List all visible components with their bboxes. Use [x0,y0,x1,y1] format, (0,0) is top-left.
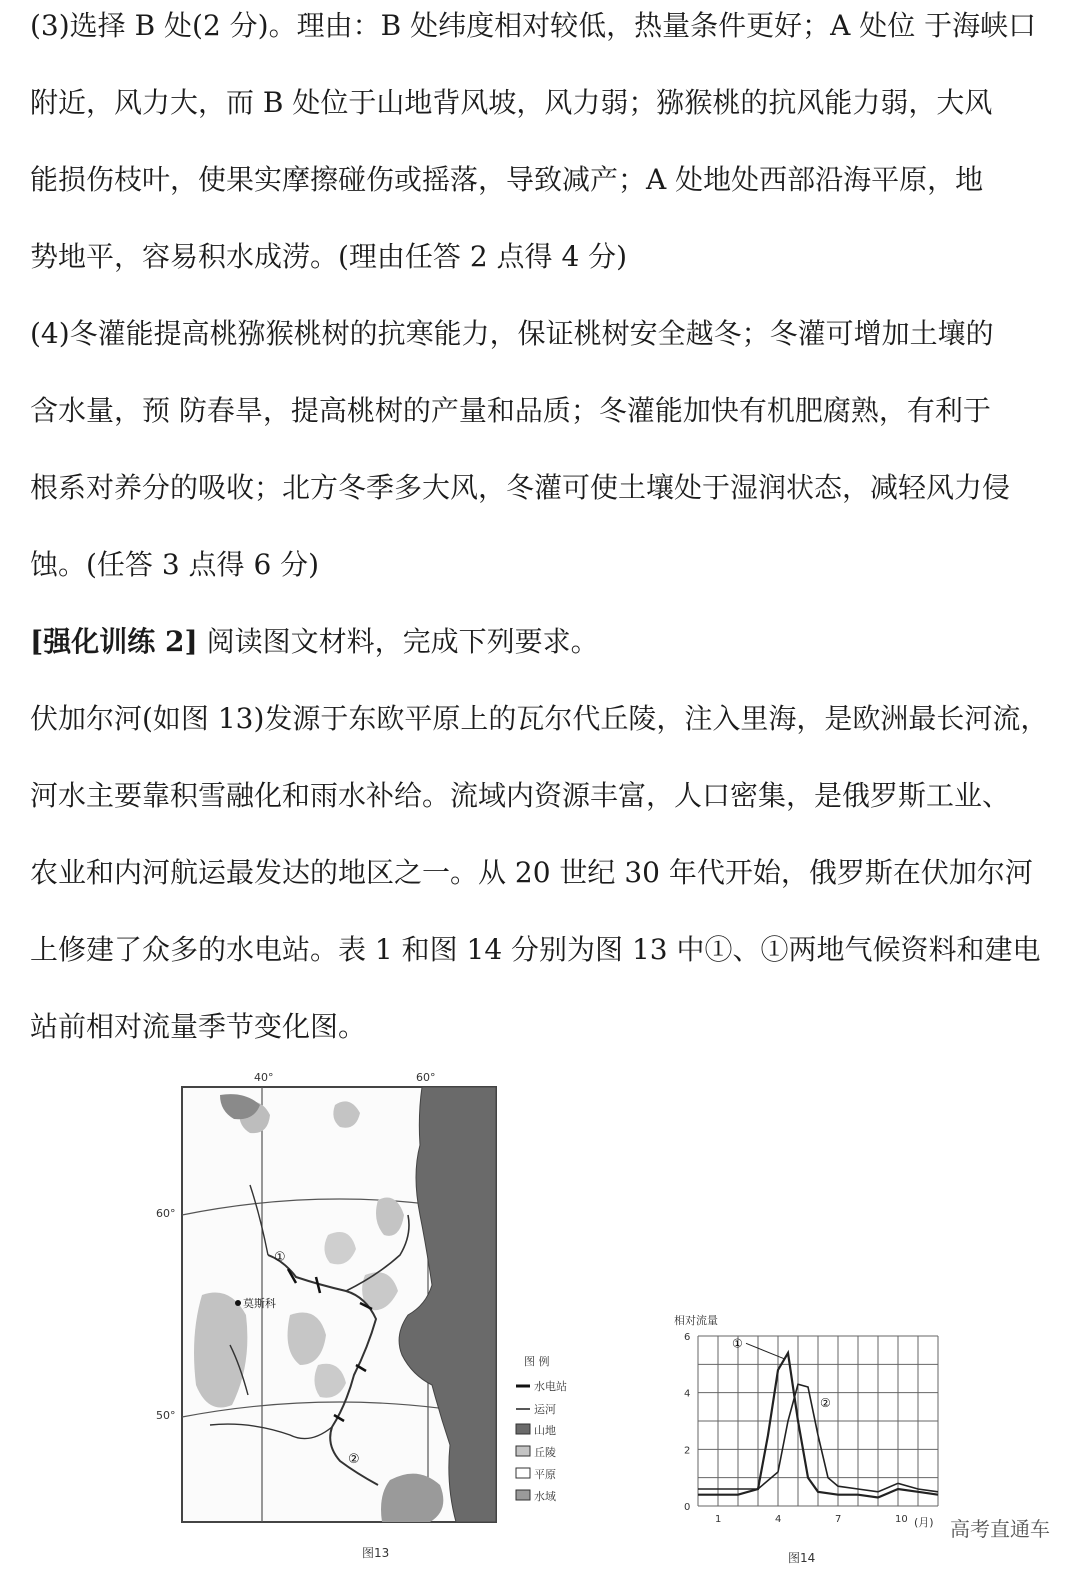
text-line-13: 上修建了众多的水电站。表 1 和图 14 分别为图 13 中①、①两地气候资料和建电 [30,933,1041,966]
chart-xunit: (月) [914,1516,934,1529]
y-tick-label: 4 [684,1388,691,1400]
exercise-heading [30,623,1056,661]
x-tick-label: 1 [715,1514,722,1525]
legend-plain: 平原 [534,1468,556,1481]
legend-hydro: 水电站 [534,1380,567,1393]
text-line-2: 附近，风力大，而 B 处位于山地背风坡，风力弱；猕猴桃的抗风能力弱，大风 [30,86,993,119]
text-line-7: 根系对养分的吸收；北方冬季多大风，冬灌可使土壤处于湿润状态，减轻风力侵 [30,471,1011,504]
lat-label-60: 60° [156,1207,176,1220]
caspian-sea [381,1474,443,1522]
text-line-14: 站前相对流量季节变化图。 [30,1010,367,1043]
lat-label-50: 50° [156,1409,176,1422]
text-line-6: 含水量，预 防春旱，提高桃树的产量和品质；冬灌能加快有机肥腐熟，有利于 [30,394,991,427]
text-line-12: 农业和内河航运最发达的地区之一。从 20 世纪 30 年代开始，俄罗斯在伏加尔河 [30,856,1033,889]
text-line-5: (4)冬灌能提高桃猕猴桃树的抗寒能力，保证桃树安全越冬；冬灌可增加土壤的 [30,317,994,350]
map-legend [516,1354,567,1503]
y-tick-label: 6 [684,1332,691,1343]
series-label-2: ② [820,1395,831,1410]
map-figure-13 [150,1065,630,1565]
text-line-10: 伏加尔河(如图 13)发源于东欧平原上的瓦尔代丘陵，注入里海，是欧洲最长河流， [30,702,1049,735]
map-marker-1: ① [274,1250,286,1265]
text-line-1: (3)选择 B 处(2 分)。理由：B 处纬度相对较低，热量条件更好；A 处位 于海峡口 [30,9,1037,42]
x-tick-label: 7 [835,1514,842,1525]
lon-label-40: 40° [254,1071,274,1084]
y-tick-label: 0 [684,1502,691,1513]
figure-14-caption: 图14 [788,1551,816,1565]
legend-title: 图 例 [524,1355,550,1368]
chart-grid [698,1336,938,1506]
exercise-text: 阅读图文材料，完成下列要求。 [206,625,599,658]
y-tick-label: 2 [684,1445,691,1457]
text-line-8: 蚀。(任答 3 点得 6 分) [30,548,320,581]
x-tick-label: 4 [775,1514,782,1525]
moscow-label: 莫斯科 [243,1297,276,1310]
chart-figure-14 [668,1300,958,1570]
legend-canal: 运河 [534,1403,556,1416]
x-tick-label: 10 [895,1514,908,1525]
legend-water: 水域 [534,1490,556,1503]
text-line-3: 能损伤枝叶，使果实摩擦碰伤或摇落，导致减产；A 处地处西部沿海平原，地 [30,163,984,196]
legend-hill: 丘陵 [534,1446,556,1459]
lon-label-60: 60° [416,1071,436,1084]
text-line-4: 势地平，容易积水成涝。(理由任答 2 点得 4 分) [30,240,628,273]
exercise-tag: [强化训练 2] [30,625,198,658]
map-marker-2: ② [348,1452,360,1467]
moscow-dot [235,1300,241,1306]
series-label-1: ① [732,1336,743,1351]
text-line-11: 河水主要靠积雪融化和雨水补给。流域内资源丰富，人口密集，是俄罗斯工业、 [30,779,1011,812]
legend-mountain: 山地 [534,1424,556,1437]
watermark: 高考直通车 [950,1517,1050,1541]
chart-ylabel: 相对流量 [674,1314,718,1327]
figure-13-caption: 图13 [362,1546,390,1560]
